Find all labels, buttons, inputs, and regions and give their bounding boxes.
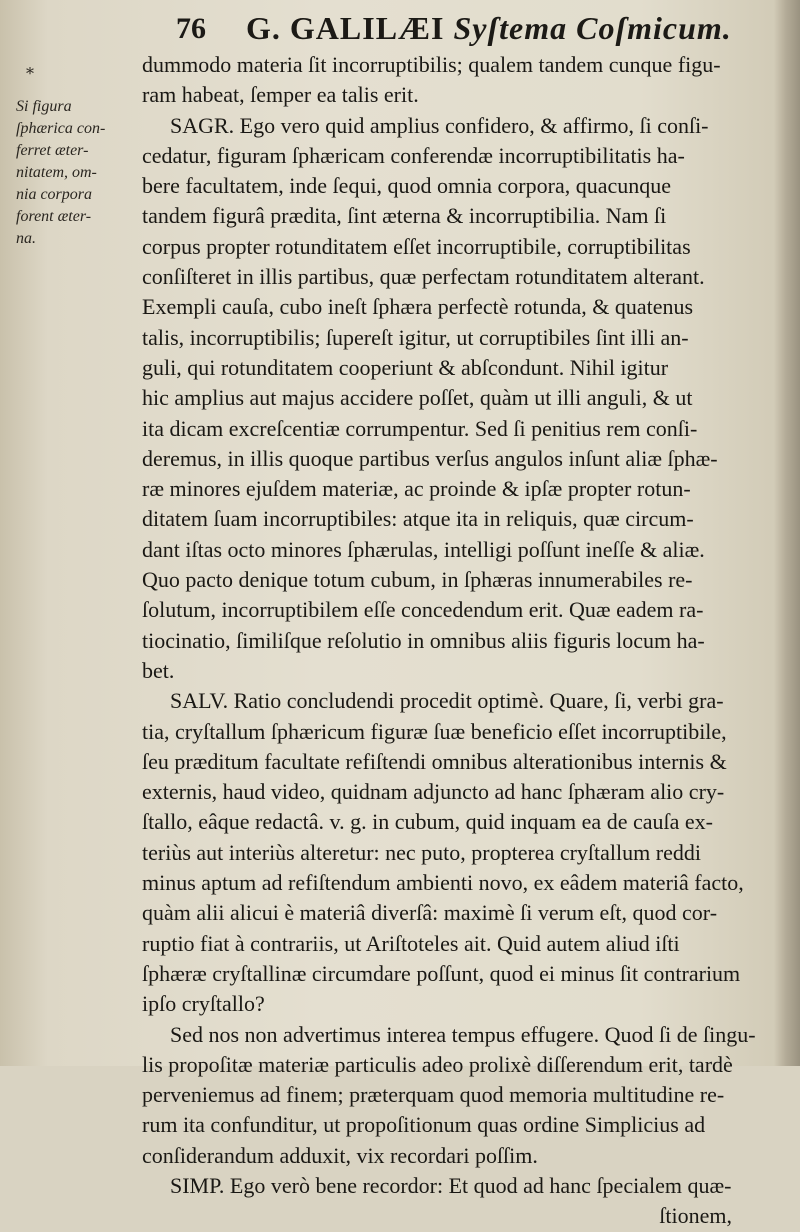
text-line: deremus, in illis quoque partibus verſus angulos inſunt aliæ ſphæ- [142,445,718,471]
text-line: cedatur, figuram ſphæricam conferendæ incorruptibilitatis ha- [142,142,685,168]
text-line: ipſo cryſtallo? [142,991,265,1017]
margin-note-line: nitatem, om- [16,164,97,181]
text-line: ſtallo, eâque redactâ. v. g. in cubum, quid inquam ea de cauſa ex- [142,809,713,835]
margin-note-line: ſphærica con- [16,120,106,137]
text-line: ſeu præditum facultate refiſtendi omnibus alterationibus internis & [142,748,727,774]
text-line: corpus propter rotunditatem eſſet incorruptibile, corruptibilitas [142,233,691,259]
text-line: conſiſteret in illis partibus, quæ perfectam rotunditatem alterant. [142,264,705,290]
text-line: minus aptum ad refiſtendum ambienti novo, ex eâdem materiâ facto, [142,870,744,896]
text-line: ræ minores ejuſdem materiæ, ac proinde & ipſæ propter rotun- [142,476,691,502]
text-line: ita dicam excreſcentiæ corrumpentur. Sed ſi penitius rem conſi- [142,415,698,441]
catchword: ſtionem, [659,1203,732,1229]
running-title [246,10,732,47]
text-line: ditatem ſuam incorruptibiles: atque ita in reliquis, quæ circum- [142,506,694,532]
margin-note-line: ferret æter- [16,142,89,159]
speech-simplicio: SIMP. Ego verò bene recordor: Et quod ad hanc ſpecialem quæ- [170,1172,732,1198]
margin-note-line: na. [16,230,36,247]
page-number: 76 [176,12,206,45]
speech-sagredo: SAGR. Ego vero quid amplius confidero, & affirmo, ſi conſi- [170,112,709,138]
text-line: conſiderandum adduxit, vix recordari poſſim. [142,1142,538,1168]
text-line: dant iſtas octo minores ſphærulas, intelligi poſſunt ineſſe & aliæ. [142,536,705,562]
text-line: quàm alii alicui è materiâ diverſâ: maximè ſi verum eſt, quod cor- [142,900,718,926]
text-line: tia, cryſtallum ſphæricum figuræ ſuæ beneficio eſſet incorruptibile, [142,718,727,744]
text-line: ſolutum, incorruptibilem eſſe concedendum erit. Quæ eadem ra- [142,597,704,623]
text-line: talis, incorruptibilis; ſupereſt igitur, ut corruptibiles ſint illi an- [142,324,689,350]
margin-note [16,96,136,250]
text-line: guli, qui rotunditatem cooperiunt & abſcondunt. Nihil igitur [142,354,669,380]
text-line: lis propoſitæ materiæ particulis adeo prolixè diſſerendum erit, tardè [142,1051,733,1077]
text-line: ram habeat, ſemper ea talis erit. [142,82,419,108]
running-title-work: Syſtema Coſmicum. [453,10,732,46]
margin-note-line: forent æter- [16,208,92,225]
text-line: tiocinatio, ſimiliſque reſolutio in omnibus aliis figuris locum ha- [142,627,705,653]
text-line: bere facultatem, inde ſequi, quod omnia corpora, quacunque [142,173,672,199]
text-line: tandem figurâ prædita, ſint æterna & incorruptibilia. Nam ſi [142,203,667,229]
text-line: bet. [142,657,175,683]
text-line: perveniemus ad finem; præterquam quod memoria multitudine re- [142,1082,725,1108]
running-title-author: G. GALILÆI [246,10,454,46]
margin-note-line: nia corpora [16,186,92,203]
margin-star-mark: * [26,64,34,83]
text-line: Sed nos non advertimus interea tempus effugere. Quod ſi de ſingu- [170,1021,756,1047]
body-text [142,50,772,1232]
text-line: externis, haud video, quidnam adjuncto ad hanc ſphæram alio cry- [142,779,725,805]
running-header [176,8,736,48]
text-line: ſphæræ cryſtallinæ circumdare poſſunt, quod ei minus ſit contrarium [142,960,741,986]
text-line: dummodo materia ſit incorruptibilis; qualem tandem cunque figu- [142,52,721,77]
text-line: ruptio fiat à contrariis, ut Ariſtoteles ait. Quid autem aliud iſti [142,930,680,956]
text-line: Quo pacto denique totum cubum, in ſphæras innumerabiles re- [142,567,693,593]
text-line: Exempli cauſa, cubo ineſt ſphæra perfectè rotunda, & quatenus [142,294,694,320]
text-line: rum ita confunditur, ut propoſitionum quas ordine Simplicius ad [142,1112,706,1138]
speech-salviati: SALV. Ratio concludendi procedit optimè. Quare, ſi, verbi gra- [170,688,724,714]
page-edge-shadow [774,0,800,1066]
text-line: hic amplius aut majus accidere poſſet, quàm ut illi anguli, & ut [142,385,693,411]
text-line: teriùs aut interiùs alteretur: nec puto, propterea cryſtallum reddi [142,839,701,865]
margin-note-line: Si figura [16,98,72,115]
